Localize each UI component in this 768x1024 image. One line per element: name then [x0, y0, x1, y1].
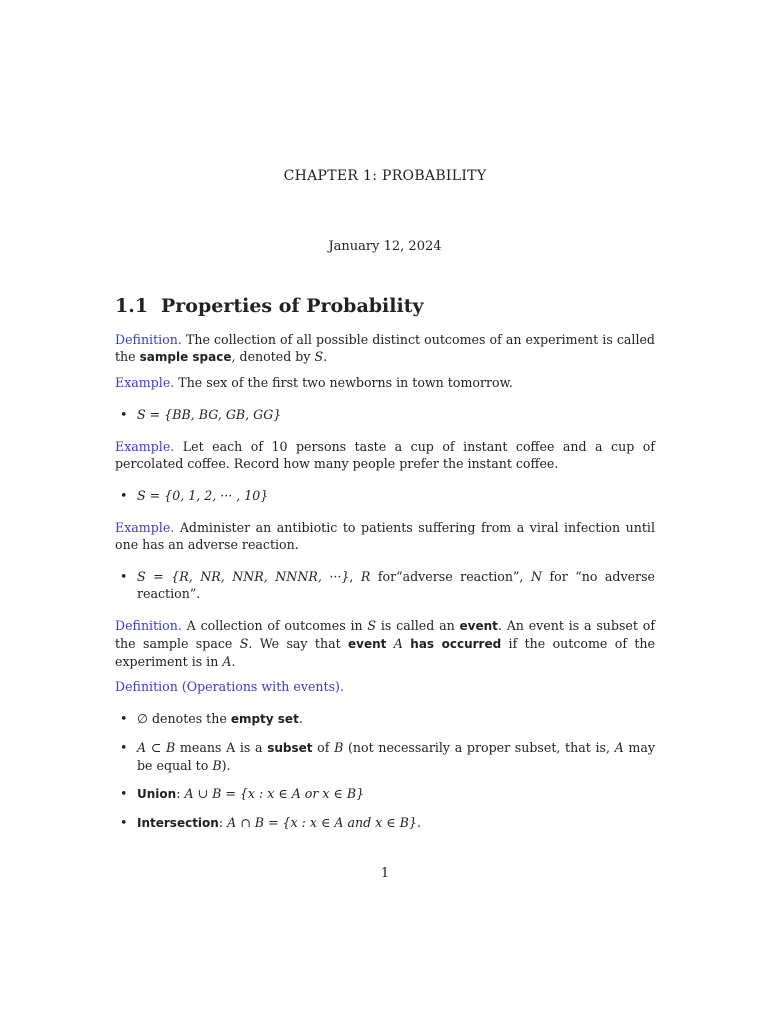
term-intersection: Intersection — [137, 816, 219, 830]
math-symbol: B — [212, 758, 222, 773]
definition-label: Definition. — [115, 332, 182, 347]
term-has-occurred: has occurred — [410, 637, 502, 651]
definition-text: if the outcome of the experiment is in — [115, 636, 655, 669]
list-item — [115, 785, 655, 803]
example-text: Let each of 10 persons taste a cup of instant coffee and a cup of percolated coffee. Record how many people prefer the instant coffee. — [115, 439, 655, 471]
list-item — [115, 814, 655, 832]
list-text: for “no adverse reaction”. — [137, 569, 655, 601]
list-item — [115, 487, 655, 504]
definition-text: . — [323, 349, 328, 364]
term-sample-space: sample space — [139, 350, 232, 364]
bullet-dot: • — [120, 488, 128, 503]
math-symbol: N — [530, 569, 542, 584]
bullet-dot: • — [120, 569, 128, 584]
definition-text: is called an — [376, 618, 460, 633]
list-text: denotes the — [147, 711, 231, 726]
list-text: of — [312, 740, 335, 755]
example-text: Administer an antibiotic to patients suffering from a viral infection until one has an adverse reaction. — [115, 520, 655, 552]
definition-sample-space — [115, 331, 655, 366]
bullet-list — [115, 487, 655, 504]
example-coffee — [115, 438, 655, 472]
list-text: for“adverse reaction”, — [370, 569, 531, 584]
bullet-list — [115, 710, 655, 832]
section-content — [115, 331, 655, 847]
list-text: means A is a — [175, 740, 268, 755]
definition-text: The collection of all possible distinct outcomes of an experiment is called the — [115, 332, 655, 364]
term-empty-set: empty set — [230, 712, 299, 726]
math-symbol: A — [222, 654, 232, 669]
bullet-dot: • — [120, 740, 128, 755]
list-text: ). — [221, 758, 231, 773]
section-number: 1.1 — [115, 295, 149, 317]
definition-event — [115, 617, 655, 670]
math-symbol: A — [393, 636, 403, 651]
list-item — [115, 710, 655, 728]
math-expression: S = {BB, BG, GB, GG} — [137, 407, 282, 422]
definition-label: Definition. — [115, 618, 182, 633]
math-expression: A ⊂ B — [137, 740, 176, 755]
definition-label: Definition (Operations with events). — [115, 679, 344, 694]
math-expression: A ∪ B = {x : x ∈ A or x ∈ B} — [184, 786, 365, 801]
list-item — [115, 568, 655, 602]
math-symbol: S — [314, 349, 324, 364]
math-expression: A ∩ B = {x : x ∈ A and x ∈ B} — [227, 815, 417, 830]
example-label: Example. — [115, 520, 175, 535]
bullet-dot: • — [120, 786, 128, 801]
list-text: , — [349, 569, 361, 584]
definition-text: A collection of outcomes in — [181, 618, 368, 633]
definition-text: . An event is a subset of the sample space — [115, 618, 655, 651]
list-item — [115, 739, 655, 774]
bullet-list — [115, 568, 655, 602]
section-heading — [115, 295, 424, 317]
term-event: event — [459, 619, 498, 633]
math-expression: S = {0, 1, 2, ··· , 10} — [137, 488, 269, 503]
bullet-list — [115, 406, 655, 423]
example-label: Example. — [115, 375, 175, 390]
bullet-dot: • — [120, 711, 128, 726]
example-newborns — [115, 374, 655, 391]
math-symbol: R — [360, 569, 371, 584]
example-antibiotic — [115, 519, 655, 553]
term-event-a: event — [348, 637, 387, 651]
example-text: The sex of the first two newborns in town tomorrow. — [174, 375, 513, 390]
list-text: : — [176, 786, 185, 801]
list-text: . — [298, 711, 303, 726]
document-date: January 12, 2024 — [328, 239, 442, 254]
definition-text: . — [231, 654, 236, 669]
bullet-dot: • — [120, 407, 128, 422]
list-item — [115, 406, 655, 423]
math-symbol: S — [239, 636, 249, 651]
section-title: Properties of Probability — [161, 295, 424, 317]
list-text: : — [218, 815, 228, 830]
document-page — [115, 0, 655, 1024]
definition-text: , denoted by — [231, 349, 315, 364]
list-text: may be equal to — [137, 740, 655, 773]
definition-text: . We say that — [248, 636, 349, 651]
math-symbol: A — [614, 740, 624, 755]
list-text: (not necessarily a proper subset, that is, — [343, 740, 615, 755]
math-symbol: B — [334, 740, 344, 755]
list-text: . — [416, 815, 421, 830]
document-title: CHAPTER 1: PROBABILITY — [283, 168, 487, 184]
math-symbol: S — [367, 618, 377, 633]
definition-operations — [115, 678, 655, 695]
math-expression: S = {R, NR, NNR, NNNR, ···} — [137, 569, 350, 584]
term-subset: subset — [267, 741, 313, 755]
page-number: 1 — [380, 866, 390, 881]
example-label: Example. — [115, 439, 175, 454]
term-union: Union — [137, 787, 177, 801]
empty-set-symbol: ∅ — [137, 711, 148, 726]
bullet-dot: • — [120, 815, 128, 830]
